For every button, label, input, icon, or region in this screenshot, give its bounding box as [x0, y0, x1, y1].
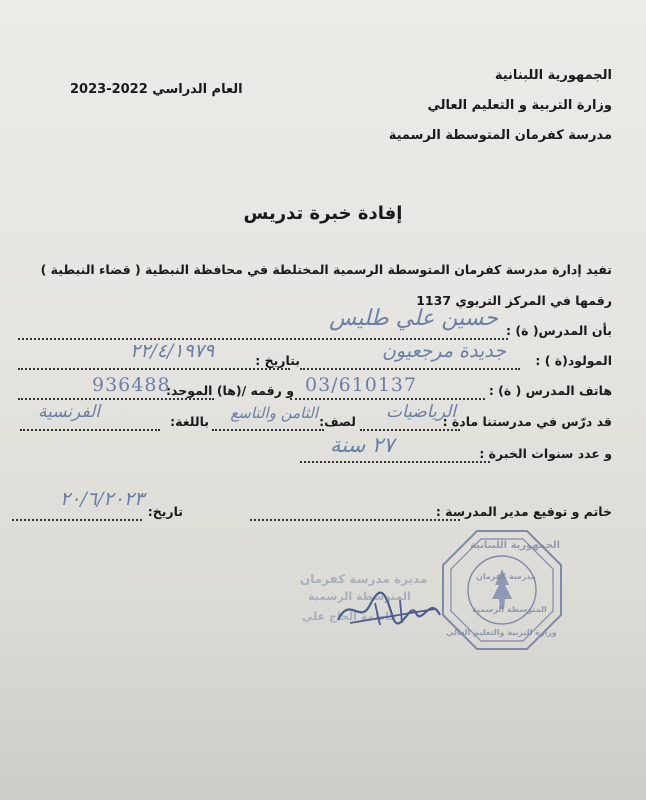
teacher-name-handwritten: حسين علي طليس	[329, 306, 498, 331]
intro-line-2: رقمها في المركز التربوي 1137	[416, 293, 612, 308]
unified-number-handwritten: 936488	[92, 374, 171, 396]
principal-signature-icon	[330, 585, 450, 635]
class-dotted-line	[212, 429, 324, 431]
language-label: باللغة:	[170, 414, 209, 429]
document-title: إفادة خبرة تدريس	[243, 203, 403, 224]
seal-inner-text-1: مدرسة كفرمان	[476, 572, 536, 581]
years-dotted-line	[300, 461, 490, 463]
unified-number-label: و رقمه /(ها) الموحد:	[166, 383, 294, 398]
academic-year: العام الدراسي 2022-2023	[70, 82, 243, 97]
born-place-dotted-line	[300, 368, 520, 370]
phone-handwritten: 03/610137	[305, 374, 418, 396]
language-handwritten: الفرنسية	[38, 402, 101, 422]
date-dotted-line	[12, 519, 142, 521]
teacher-label: بأن المدرس( ة) :	[506, 323, 612, 338]
birth-date-handwritten: ٢٢/٤/١٩٧٩	[130, 340, 215, 362]
signature-dotted-line	[250, 519, 460, 521]
header-ministry: وزارة التربية و التعليم العالي	[427, 98, 612, 113]
language-dotted-line	[20, 429, 160, 431]
years-handwritten: ٢٧ سنة	[330, 433, 395, 457]
taught-label: قد درّس في مدرستنا مادة :	[442, 414, 612, 429]
seal-outer-text: الجمهورية اللبنانية	[470, 540, 561, 551]
class-handwritten: الثامن والتاسع	[230, 404, 318, 422]
subject-handwritten: الرياضيات	[386, 402, 456, 422]
born-place-handwritten: جديدة مرجعيون	[381, 340, 506, 362]
subject-dotted-line	[360, 429, 460, 431]
unified-number-dotted-line	[18, 398, 214, 400]
seal-inner-text-2: المتوسطة الرسمية	[472, 605, 547, 614]
birth-date-label: بتاريخ :	[255, 353, 300, 368]
date-label: تاريخ:	[147, 504, 183, 519]
signature-label: خاتم و توقيع مدير المدرسة :	[435, 504, 612, 519]
phone-label: هاتف المدرس ( ة) :	[488, 383, 612, 398]
date-handwritten: ٢٠/٦/٢٠٢٣	[60, 488, 145, 510]
intro-line-1: تفيد إدارة مدرسة كفرمان المتوسطة الرسمية المختلطة في محافظة النبطية ( قضاء النبطية )	[40, 262, 612, 277]
header-school: مدرسة كفرمان المتوسطة الرسمية	[388, 128, 612, 143]
born-label: المولود(ة ) :	[535, 353, 612, 368]
school-stamp-line-1: مديرة مدرسة كفرمان	[300, 572, 428, 586]
birth-date-dotted-line	[18, 368, 290, 370]
years-label: و عدد سنوات الخبرة :	[479, 446, 612, 461]
school-stamp-line-3: فاطمة الحاج علي	[302, 610, 397, 623]
seal-bottom-text: وزارة التربية والتعليم العالي	[446, 628, 557, 637]
phone-dotted-line	[290, 398, 485, 400]
header-republic: الجمهورية اللبنانية	[494, 68, 612, 83]
school-stamp-line-2: المتوسطة الرسمية	[308, 590, 411, 603]
class-label: لصف:	[319, 414, 356, 429]
